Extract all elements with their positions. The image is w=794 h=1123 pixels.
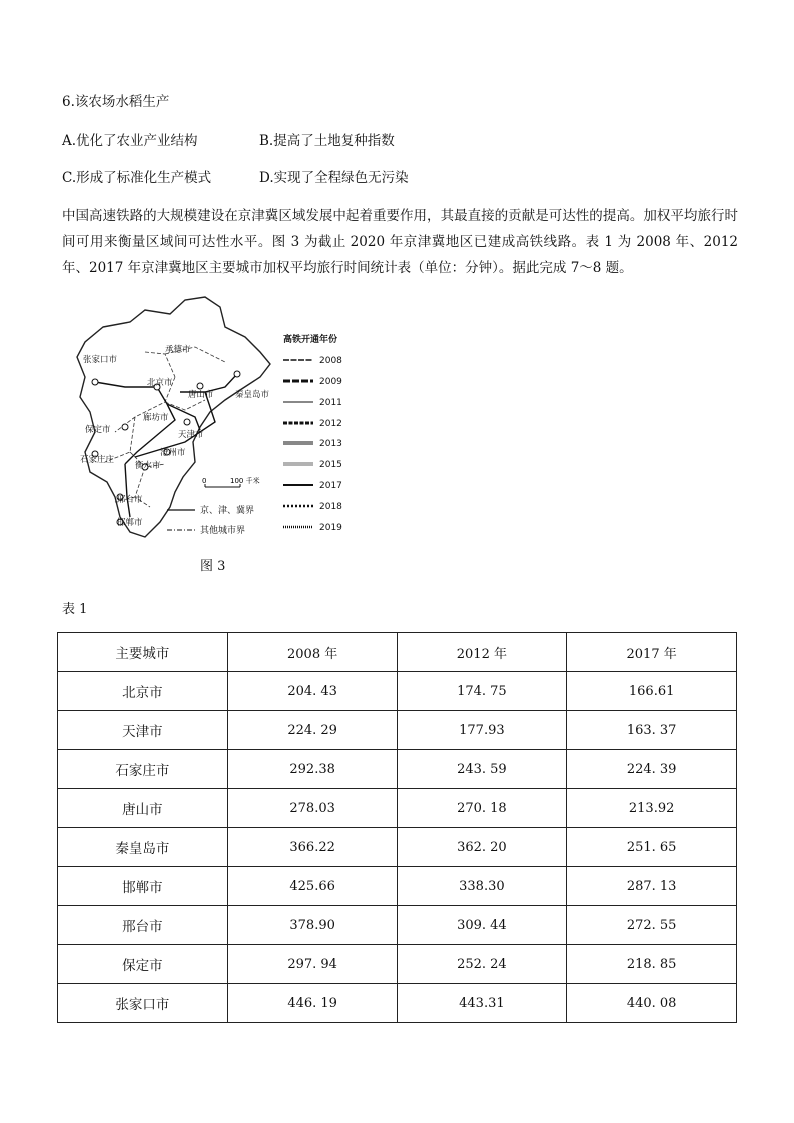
option-d: D.实现了全程绿色无污染: [259, 170, 409, 186]
cell-value: 378.90: [227, 906, 397, 945]
figure-caption: 图 3: [200, 559, 226, 574]
label-cangzhou: 沧州市: [160, 448, 186, 458]
label-handan: 邯郸市: [117, 518, 143, 528]
table-row: [58, 789, 737, 828]
table-row: [58, 672, 737, 711]
table-caption: 表 1: [62, 602, 88, 617]
cell-value: 213.92: [567, 789, 737, 828]
cell-value: 287. 13: [567, 867, 737, 906]
cell-city: 石家庄市: [58, 750, 228, 789]
cell-value: 292.38: [227, 750, 397, 789]
cell-value: 243. 59: [397, 750, 567, 789]
cell-value: 425.66: [227, 867, 397, 906]
cell-value: 446. 19: [227, 984, 397, 1023]
cell-value: 443.31: [397, 984, 567, 1023]
legend-title: 高铁开通年份: [283, 335, 338, 345]
table-row: [58, 867, 737, 906]
cell-city: 北京市: [58, 672, 228, 711]
cell-value: 272. 55: [567, 906, 737, 945]
cell-value: 218. 85: [567, 945, 737, 984]
label-shijiazhuang: 石家庄庄: [80, 455, 115, 465]
cell-city: 秦皇岛市: [58, 828, 228, 867]
legend-2009: 2009: [319, 377, 342, 387]
cell-city: 张家口市: [58, 984, 228, 1023]
scale-bar: [202, 476, 260, 487]
cell-city: 天津市: [58, 711, 228, 750]
map-svg: [75, 292, 365, 542]
cell-value: 204. 43: [227, 672, 397, 711]
legend-2011: 2011: [319, 398, 342, 408]
cell-value: 163. 37: [567, 711, 737, 750]
table-row: [58, 906, 737, 945]
scale-hundred: 100 千米: [230, 477, 260, 485]
legend-2013: 2013: [319, 439, 342, 449]
cell-value: 338.30: [397, 867, 567, 906]
table-row: [58, 984, 737, 1023]
cell-value: 166.61: [567, 672, 737, 711]
legend-boundary-other: 其他城市界: [200, 526, 246, 536]
label-zhangjiakou: 张家口市: [83, 355, 118, 365]
cell-city: 邢台市: [58, 906, 228, 945]
table-row: [58, 711, 737, 750]
cell-value: 309. 44: [397, 906, 567, 945]
cell-value: 297. 94: [227, 945, 397, 984]
cell-value: 251. 65: [567, 828, 737, 867]
header-2012: 2012 年: [397, 633, 567, 672]
travel-time-table: [57, 632, 737, 1023]
legend-2019: 2019: [319, 523, 342, 533]
label-langfang: 廊坊市: [143, 413, 169, 423]
cell-value: 278.03: [227, 789, 397, 828]
legend-2008: 2008: [319, 356, 342, 366]
label-xingtai: 邢台市: [117, 495, 143, 505]
figure-3-map: [75, 292, 365, 542]
cell-city: 邯郸市: [58, 867, 228, 906]
header-2017: 2017 年: [567, 633, 737, 672]
label-tianjin: 天津市: [178, 430, 204, 440]
marker-tangshan: [197, 383, 203, 389]
header-city: 主要城市: [58, 633, 228, 672]
marker-qinhuangdao: [234, 371, 240, 377]
marker-tianjin: [184, 419, 190, 425]
label-hengshui: 衡水市: [135, 461, 161, 471]
legend-2017: 2017: [319, 481, 342, 491]
cell-value: 366.22: [227, 828, 397, 867]
cell-value: 224. 29: [227, 711, 397, 750]
passage-text: 中国高速铁路的大规模建设在京津冀区域发展中起着重要作用，其最直接的贡献是可达性的提高。加权平均旅行时间可用来衡量区域间可达性水平。图 3 为截止 2020 年京津冀地区已建成高铁线路。表 1 为 2008 年、2012 年、2017 年京津冀地区主要城市加权平均旅行时间统计表（单位：分钟）。据此完成 7～8 题。: [62, 208, 738, 276]
legend-boundary-jjj: 京、津、冀界: [200, 506, 255, 516]
cell-value: 252. 24: [397, 945, 567, 984]
label-tangshan: 唐山市: [188, 390, 214, 400]
legend-2015: 2015: [319, 460, 342, 470]
cell-value: 174. 75: [397, 672, 567, 711]
cell-value: 270. 18: [397, 789, 567, 828]
option-a: A.优化了农业产业结构: [62, 133, 198, 149]
legend-2018: 2018: [319, 502, 342, 512]
marker-baoding: [122, 424, 128, 430]
cell-city: 唐山市: [58, 789, 228, 828]
table-row: [58, 945, 737, 984]
marker-zhangjiakou: [92, 379, 98, 385]
cell-value: 224. 39: [567, 750, 737, 789]
table-row: [58, 828, 737, 867]
cell-city: 保定市: [58, 945, 228, 984]
legend-2012: 2012: [319, 419, 342, 429]
cell-value: 440. 08: [567, 984, 737, 1023]
question-6-stem: 6.该农场水稻生产: [62, 94, 170, 110]
option-b: B.提高了土地复种指数: [259, 133, 395, 149]
label-qinhuangdao: 秦皇岛市: [235, 390, 270, 400]
cell-value: 362. 20: [397, 828, 567, 867]
label-chengde: 承德市: [165, 345, 191, 355]
label-baoding: 保定市: [85, 425, 111, 435]
label-beijing: 北京市: [147, 378, 173, 388]
header-2008: 2008 年: [227, 633, 397, 672]
cell-value: 177.93: [397, 711, 567, 750]
scale-zero: 0: [202, 477, 207, 485]
table-row: [58, 750, 737, 789]
table-header-row: [58, 633, 737, 672]
option-c: C.形成了标准化生产模式: [62, 170, 212, 186]
